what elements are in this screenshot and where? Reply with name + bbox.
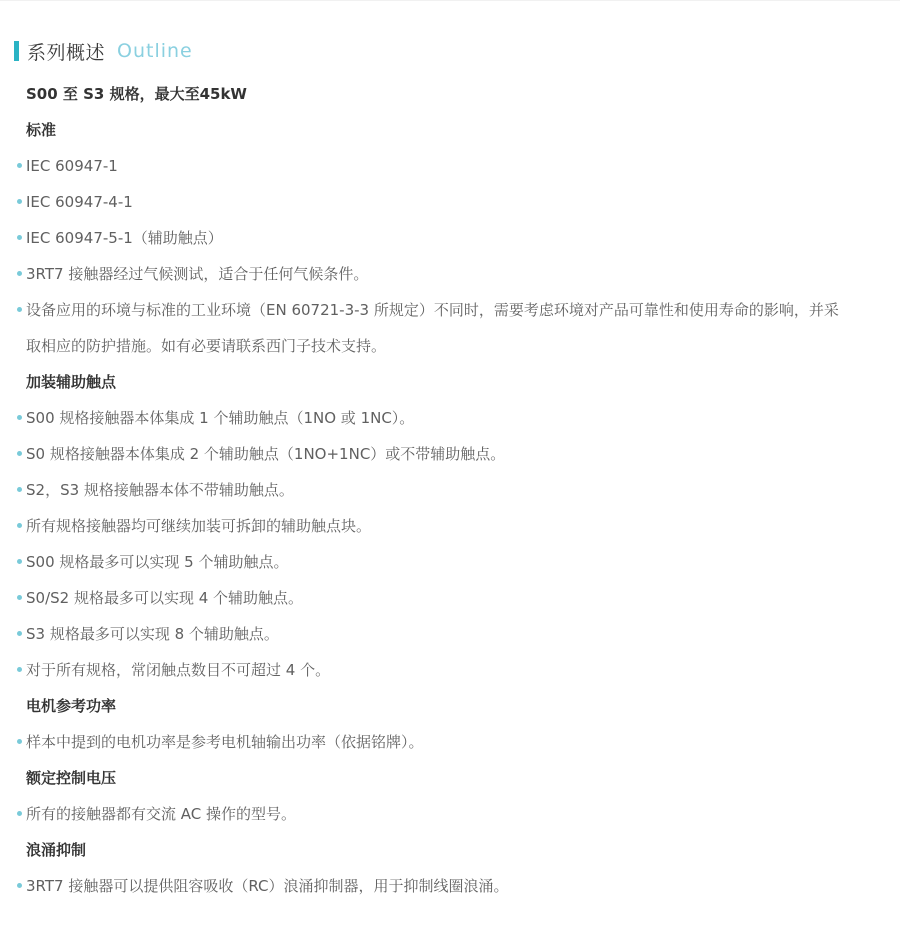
bullet-item	[0, 724, 900, 760]
bullet-item	[0, 184, 900, 220]
bullet-item	[0, 220, 900, 256]
bullet-dot-icon	[17, 559, 22, 564]
bullet-text: S3 规格最多可以实现 8 个辅助触点。	[26, 625, 279, 643]
bullet-text: S0 规格接触器本体集成 2 个辅助触点（1NO+1NC）或不带辅助触点。	[26, 445, 506, 463]
bullet-dot-icon	[17, 163, 22, 168]
bullet-text: IEC 60947-5-1（辅助触点）	[26, 229, 223, 247]
section-heading: S00 至 S3 规格，最大至45kW	[26, 85, 247, 103]
bullet-text: IEC 60947-4-1	[26, 193, 133, 211]
bullet-text: 对于所有规格，常闭触点数目不可超过 4 个。	[26, 661, 331, 679]
bullet-text: 3RT7 接触器可以提供阻容吸收（RC）浪涌抑制器，用于抑制线圈浪涌。	[26, 877, 509, 895]
bullet-item	[0, 796, 900, 832]
bullet-dot-icon	[17, 883, 22, 888]
bullet-item	[0, 580, 900, 616]
bullet-dot-icon	[17, 199, 22, 204]
bullet-text: S00 规格最多可以实现 5 个辅助触点。	[26, 553, 289, 571]
content-list	[0, 76, 900, 904]
bullet-item	[0, 616, 900, 652]
bullet-dot-icon	[17, 523, 22, 528]
bullet-item	[0, 652, 900, 688]
bullet-dot-icon	[17, 595, 22, 600]
bullet-item	[0, 472, 900, 508]
bullet-dot-icon	[17, 811, 22, 816]
bullet-dot-icon	[17, 487, 22, 492]
section-heading: 标准	[26, 121, 57, 139]
section-heading: 额定控制电压	[26, 769, 117, 787]
bullet-item	[0, 508, 900, 544]
title-accent-bar-icon	[14, 41, 19, 61]
bullet-text: 3RT7 接触器经过气候测试，适合于任何气候条件。	[26, 265, 369, 283]
bullet-dot-icon	[17, 451, 22, 456]
bullet-dot-icon	[17, 631, 22, 636]
bullet-dot-icon	[17, 235, 22, 240]
bullet-text: S00 规格接触器本体集成 1 个辅助触点（1NO 或 1NC）。	[26, 409, 415, 427]
section-heading: 浪涌抑制	[26, 841, 87, 859]
bullet-text: 设备应用的环境与标准的工业环境（EN 60721-3-3 所规定）不同时，需要考虑环境对产品可靠性和使用寿命的影响，并采取相应的防护措施。如有必要请联系西门子技术支持。	[26, 301, 839, 355]
bullet-text: 所有规格接触器均可继续加装可拆卸的辅助触点块。	[26, 517, 372, 535]
bullet-dot-icon	[17, 307, 22, 312]
bullet-dot-icon	[17, 667, 22, 672]
bullet-item	[0, 868, 900, 904]
section-heading: 电机参考功率	[26, 697, 117, 715]
bullet-text: 所有的接触器都有交流 AC 操作的型号。	[26, 805, 297, 823]
bullet-item	[0, 148, 900, 184]
bullet-dot-icon	[17, 739, 22, 744]
bullet-text: S2，S3 规格接触器本体不带辅助触点。	[26, 481, 294, 499]
bullet-dot-icon	[17, 415, 22, 420]
bullet-text: 样本中提到的电机功率是参考电机轴输出功率（依据铭牌）。	[26, 733, 424, 751]
bullet-text: S0/S2 规格最多可以实现 4 个辅助触点。	[26, 589, 304, 607]
page-title	[14, 40, 900, 62]
page-title-zh: 系列概述	[27, 41, 106, 64]
bullet-item	[0, 400, 900, 436]
bullet-item	[0, 256, 900, 292]
bullet-item	[0, 544, 900, 580]
bullet-text: IEC 60947-1	[26, 157, 118, 175]
page-title-en: Outline	[117, 40, 193, 62]
bullet-item	[0, 436, 900, 472]
section-heading: 加装辅助触点	[26, 373, 117, 391]
bullet-item	[0, 292, 900, 364]
bullet-dot-icon	[17, 271, 22, 276]
